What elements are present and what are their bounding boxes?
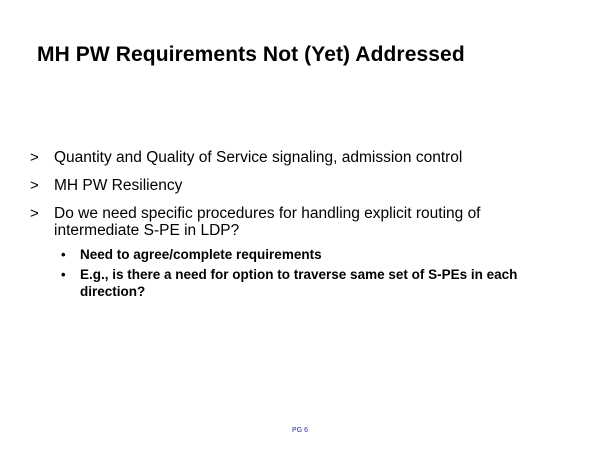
- bullet-text: Do we need specific procedures for handling explicit routing of intermediate S-PE in LDP?: [54, 205, 481, 239]
- sub-bullet-text: Need to agree/complete requirements: [80, 247, 322, 262]
- slide-title: MH PW Requirements Not (Yet) Addressed: [37, 43, 465, 66]
- chevron-right-icon: >: [30, 149, 39, 166]
- sub-bullet-item: [57, 246, 570, 263]
- sub-bullet-text: E.g., is there a need for option to traverse same set of S-PEs in each direction?: [80, 267, 518, 299]
- bullet-text: MH PW Resiliency: [54, 177, 183, 194]
- bullet-list: [30, 149, 570, 311]
- page-number: PG 6: [292, 427, 308, 434]
- sub-bullet-item: [57, 266, 570, 300]
- bullet-item: [30, 149, 570, 166]
- bullet-dot-icon: •: [61, 247, 66, 262]
- bullet-dot-icon: •: [61, 267, 66, 282]
- bullet-item: [30, 177, 570, 194]
- sub-bullet-list: [54, 246, 570, 300]
- chevron-right-icon: >: [30, 205, 39, 222]
- chevron-right-icon: >: [30, 177, 39, 194]
- bullet-item: [30, 205, 570, 300]
- bullet-text: Quantity and Quality of Service signaling, admission control: [54, 149, 463, 166]
